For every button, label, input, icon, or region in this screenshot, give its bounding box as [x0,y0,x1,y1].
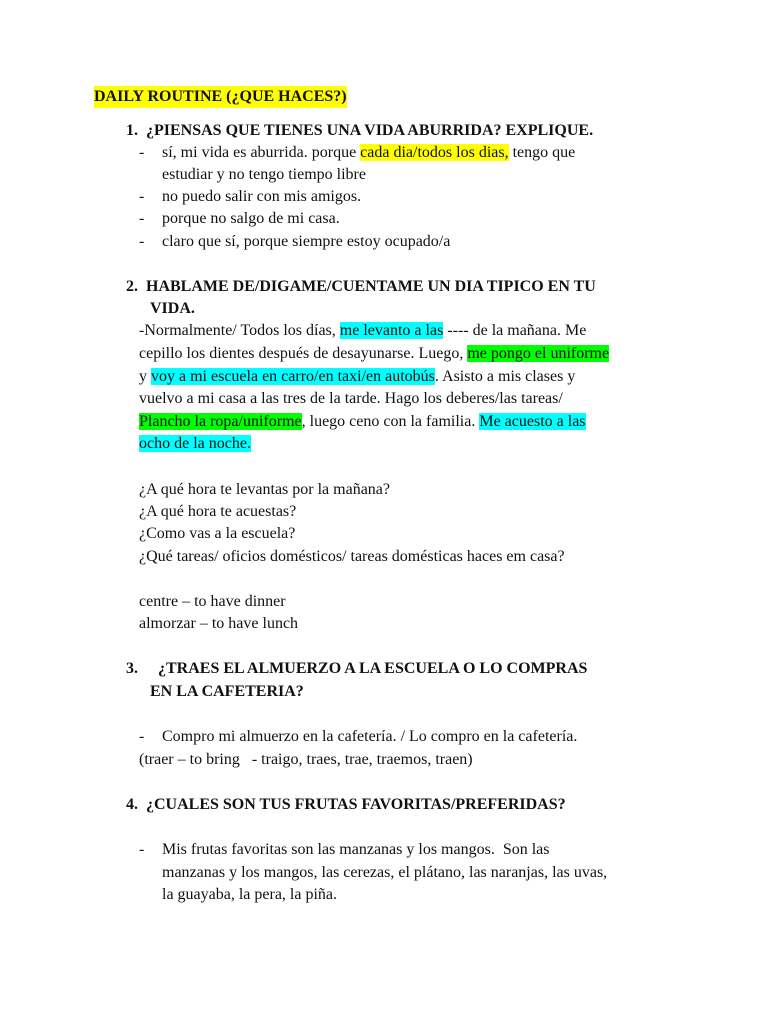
q2-para-line-1: -Normalmente/ Todos los días, me levanto a las ---- de la mañana. Me [139,322,587,339]
q4-number: 4. [126,796,138,813]
q2-para-line-3: y voy a mi escuela en carro/en taxi/en autobús. Asisto a mis clases y [139,368,576,385]
q2-para-line-6 [139,433,251,455]
q2-question-line1: HABLAME DE/DIGAME/CUENTAME UN DIA TIPICO EN TU [146,278,596,295]
q2-highlight-levanto: me levanto a las [339,322,444,339]
q2-highlight-escuela: voy a mi escuela en carro/en taxi/en autobús [151,368,435,385]
q4-answer-line3: la guayaba, la pera, la piña. [162,886,338,903]
q1-heading [126,120,593,142]
q2-question-item: ¿Como vas a la escuela? [139,525,296,542]
q2-question-item: ¿A qué hora te levantas por la mañana? [139,481,390,498]
q2-vocab-item: centre – to have dinner [139,593,286,610]
q4-heading [126,794,566,816]
q3-question-line1: ¿TRAES EL ALMUERZO A LA ESCUELA O LO COMPRAS [158,660,588,677]
q2-question-line2: VIDA. [150,300,195,317]
q2-highlight-uniforme: me pongo el uniforme [467,345,610,362]
q1-bullet-2: - [139,188,145,205]
q1-answer-1-cont: estudiar y no tengo tiempo libre [162,166,366,183]
q4-bullet: - [139,841,145,858]
q1-answer-4: claro que sí, porque siempre estoy ocupado/a [162,233,451,250]
q2-highlight-acuesto: Me acuesto a las [479,413,586,430]
q3-answer: Compro mi almuerzo en la cafetería. / Lo compro en la cafetería. [162,728,578,745]
q2-highlight-noche: ocho de la noche. [139,435,251,452]
q1-bullet-4: - [139,233,145,250]
q2-heading [126,276,596,298]
q3-number: 3. [126,660,138,677]
q2-question-item: ¿Qué tareas/ oficios domésticos/ tareas domésticas haces em casa? [139,548,565,565]
q1-number: 1. [126,122,138,139]
q1-bullet-1: - [139,144,145,161]
q2-question-item: ¿A qué hora te acuestas? [139,503,297,520]
q1-answer-2: no puedo salir con mis amigos. [162,188,362,205]
q4-answer-line2: manzanas y los mangos, las cerezas, el plátano, las naranjas, las uvas, [162,864,608,881]
q2-para-line-2: cepillo los dientes después de desayunarse. Luego, me pongo el uniforme [139,345,610,362]
q2-para-line-4: vuelvo a mi casa a las tres de la tarde. Hago los deberes/las tareas/ [139,390,563,407]
q3-question-line2: EN LA CAFETERIA? [150,683,304,700]
q4-question: ¿CUALES SON TUS FRUTAS FAVORITAS/PREFERIDAS? [146,796,566,813]
q1-answer-1: sí, mi vida es aburrida. porque cada dia/todos los dias, tengo que [162,144,576,161]
q1-answer-1-highlight: cada dia/todos los dias, [360,144,509,161]
q2-highlight-plancho: Plancho la ropa/uniforme [139,413,302,430]
q2-vocab-item: almorzar – to have lunch [139,615,299,632]
q4-answer-line1: Mis frutas favoritas son las manzanas y los mangos. Son las [162,841,550,858]
q3-note: (traer – to bring - traigo, traes, trae, traemos, traen) [139,751,473,768]
q3-heading [126,658,587,680]
q1-question: ¿PIENSAS QUE TIENES UNA VIDA ABURRIDA? EXPLIQUE. [146,122,594,139]
q1-answer-3: porque no salgo de mi casa. [162,210,340,227]
q2-number: 2. [126,278,138,295]
document-title: DAILY ROUTINE (¿QUE HACES?) [94,86,347,108]
q1-bullet-3: - [139,210,145,227]
q2-para-line-5: Plancho la ropa/uniforme, luego ceno con la familia. Me acuesto a las [139,413,586,430]
q3-bullet: - [139,728,145,745]
